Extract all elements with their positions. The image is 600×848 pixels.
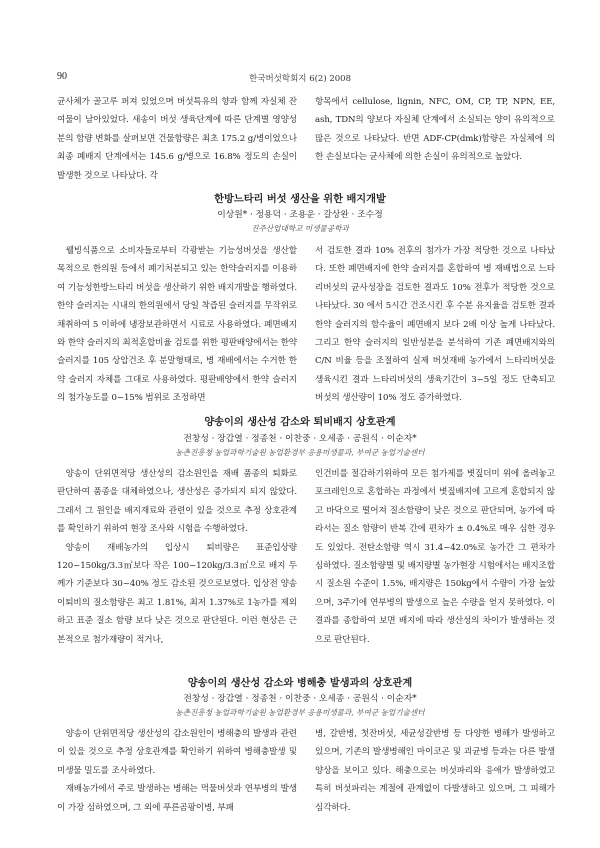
paragraph: 인건비를 절감하기위하여 모든 첨가제를 볏짚더미 위에 올려놓고 포크레인으로 혼합하는 과정에서 볏짚배지에 고르게 혼합되지 않고 바닥으로 떨어져 질소함량이 낮은 것으로 판단되며, 농가에 따라서는 질소 함량이 반복 간에 편차가 ± 0.4%로 매우 심한 경우도 있었다. 전탄소함량 역시 31.4~42.0%로 농가간 그 편차가 심하였다. 질소함량별 및 배지량별 농가현장 시험에서는 배지조합시 질소원 수준이 1.5%, 배지량은 150kg에서 수량이 가장 높았으며, 3주기에 연부병의 발생으로 높은 수량을 얻지 못하였다. 이 결과를 종합하여 보면 배지에 따라 생산성의 차이가 발생하는 것으로 판단된다. — [315, 469, 555, 645]
article-title: 한방느타리 버섯 생산을 위한 배지개발 — [214, 194, 386, 205]
prev-article-right-column — [315, 93, 555, 167]
paragraph: 균사체가 골고루 퍼져 있었으며 버섯특유의 향과 함께 자실체 잔여물이 남아있었다. 새송이 버섯 생육단계에 따른 단계별 영양성분의 함량 변화를 살펴보면 건물함량은 최초 175.2 g/병이었으나 최종 폐배지 단계에서는 145.6 g/병으로 16.8% 정도의 손실이 발생한 것으로 나타났다. 각 — [57, 97, 297, 181]
paragraph: 양송이 재배농가의 입상시 퇴비량은 표준입상량 120~150kg/3.3㎡보다 작은 100~120kg/3.3㎡으로 배지 두께가 기준보다 30~40% 정도 감소된 것으로보였다. 입상전 양송이퇴비의 질소함량은 최고 1.81%, 최저 1.37%로 1농가를 제외하고 표준 질소 함량 보다 낮은 것으로 판단된다. 이런 현상은 근본적으로 첨가재량이 적거나, — [57, 542, 297, 645]
article-title: 양송이의 생산성 감소와 병해충 발생과의 상호관계 — [187, 678, 413, 689]
page-header — [0, 71, 600, 85]
journal-title: 한국버섯학회지 6(2) 2008 — [249, 74, 351, 84]
article2-left-column — [57, 465, 297, 649]
prev-article-left-column — [57, 93, 297, 185]
paragraph: 서 검토한 결과 10% 전후의 첨가가 가장 적당한 것으로 나타났다. 또한 폐면배지에 한약 슬러지를 혼합하여 병 재배법으로 느타리버섯의 균사성장을 검토한 결과도 10% 전후가 적당한 것으로 나타났다. 30 에서 5시간 건조시킨 후 수분 유지율을 검토한 결과 한약 슬러지의 함수율이 폐면배지 보다 2배 이상 높게 나타났다. 그리고 한약 슬러지의 일반성분을 분석하여 기존 폐면배지와의 C/N 비율 등을 조절하여 실제 버섯재배 농가에서 느타리버섯을 생육시킨 결과 느타리버섯의 생육기간이 3~5일 정도 단축되고 버섯의 생산량이 10% 정도 증가하였다. — [315, 246, 555, 404]
page-number: 90 — [57, 71, 67, 82]
article3-left-column — [57, 725, 297, 817]
article-authors: 전창성 · 장갑열 · 정종천 · 이찬중 · 오세종 · 공원식 · 이순자* — [183, 434, 417, 444]
paragraph: 항목에서 cellulose, lignin, NFC, OM, CP, TP, NPN, EE, ash, TDN의 양보다 자실체 단계에서 소실되는 양이 유의적으로 많은 것으로 나타났다. 반면 ADF-CP(dmk)함량은 자실체에 의한 손실보다는 균사체에 의한 손실이 유의적으로 높았다. — [315, 97, 555, 163]
paragraph: 병, 갈반병, 첫잔버섯, 세균성갈반병 등 다양한 병해가 발생하고 있으며, 기존의 발생병해인 마이코곤 및 괴균병 등과는 다른 발생양상을 보이고 있다. 해충으로는 버섯파리와 응애가 발생하였고 특히 버섯파리는 계절에 관계없이 다발생하고 있으며, 그 피해가 심각하다. — [315, 729, 555, 813]
article1-right-column — [315, 242, 555, 408]
paragraph: 양송이 단위면적당 생산성의 감소원인을 재배 품종의 퇴화로 판단하여 품종을 대체하였으나, 생산성은 증가되지 되지 않았다. 그래서 그 원인을 배지재료와 관련이 있을 것으로 추정 상호관계를 확인하기 위하여 현장 조사와 시험을 수행하였다. — [57, 469, 297, 535]
article3-right-column — [315, 725, 555, 817]
article1-left-column — [57, 242, 297, 408]
paragraph: 웰빙식품으로 소비자들로부터 각광받는 기능성버섯을 생산할 목적으로 한의원 등에서 폐기처분되고 있는 한약슬러지를 이용하여 기능성한방느타리 버섯을 생산하기 위한 배지개발을 행하였다. 한약 슬러지는 시내의 한의원에서 당일 착즙된 슬러지를 무작위로 채취하여 5 이하에 냉장보관하면서 시료로 사용하였다. 폐면배지와 한약 슬러지의 최적혼합비율 검토를 위한 평판배양에서는 한약슬러지를 105 상압건조 후 분말형태로, 병 재배에서는 수거한 한약 슬러지 자체를 그대로 사용하였다. 평판배양에서 한약 슬러지의 첨가농도를 0~15% 범위로 조정하면 — [57, 246, 297, 404]
article-affiliation: 진주산업대학교 미생물공학과 — [251, 224, 349, 233]
article-authors: 전창성 · 장갑열 · 정종천 · 이찬중 · 오세종 · 공원식 · 이순자* — [183, 694, 417, 704]
article-title: 양송이의 생산성 감소와 퇴비배지 상호관계 — [204, 417, 396, 428]
article-affiliation: 농촌진흥청 농업과학기술원 농업환경부 응용미생물과, 부여군 농업기술센터 — [175, 448, 425, 457]
paragraph: 재배농가에서 주로 발생하는 병해는 먹물버섯과 연부병의 발생이 가장 심하였으며, 그 외에 푸른곰팡이병, 부패 — [57, 784, 297, 813]
article-affiliation: 농촌진흥청 농업과학기술원 농업환경부 응용미생물과, 부여군 농업기술센터 — [175, 708, 425, 717]
paragraph: 양송이 단위면적당 생산성의 감소원인이 병해충의 발생과 관련이 있을 것으로 추정 상호관계를 확인하기 위하여 병해충발생 및 미생물 밀도를 조사하였다. — [57, 729, 297, 776]
article2-right-column — [315, 465, 555, 649]
article-authors: 이상원* · 정용덕 · 조용운 · 갈상완 · 조수정 — [217, 210, 383, 220]
